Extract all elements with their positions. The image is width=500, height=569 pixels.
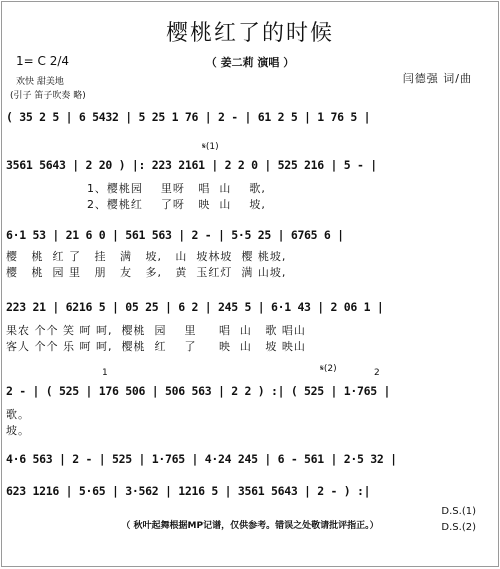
score-row-5: 2 - | ( 525 | 176 506 | 506 563 | 2 2 ) :| ( 525 | 1·765 | [6,384,391,398]
singer-credit: （ 姜二莉 演唱 ） [205,56,295,69]
dal-segno-1: D.S.(1) [441,506,476,517]
score-row-4: 223 21 | 6216 5 | 05 25 | 6 2 | 245 5 | 6·1 43 | 2 06 1 | [6,300,384,314]
tempo-marking: 欢快 甜美地 [16,77,64,87]
segno-1: 𝄋(1) [202,142,219,152]
composer-credit: 闫德强 词/曲 [402,72,472,85]
intro-note: (引子 笛子吹奏 略) [10,91,86,101]
lyric-row-3-verse-1: 樱 桃 红 了 挂 满 坡, 山 坡林坡 樱 桃坡, [6,250,287,263]
volta-2: 2 [374,368,380,378]
lyric-row-5-verse-2: 坡。 [6,424,30,437]
score-row-7: 623 1216 | 5·65 | 3·562 | 1216 5 | 3561 5643 | 2 - ) :| [6,484,371,498]
volta-1: 1 [102,368,108,378]
lyric-row-2-verse-1: 1、樱桃园 里呀 唱 山 歌, [6,182,266,195]
segno-2: 𝄋(2) [320,364,337,374]
score-page [1,1,499,567]
lyric-row-4-verse-1: 果农 个个 笑 呵 呵, 樱桃 园 里 唱 山 歌 唱山 [6,324,306,337]
lyric-row-5-verse-1: 歌。 [6,408,30,421]
lyric-row-3-verse-2: 樱 桃 园 里 朋 友 多, 黄 玉红灯 满 山坡, [6,266,287,279]
score-row-2: 3561 5643 | 2 20 ) |: 223 2161 | 2 2 0 | 525 216 | 5 - | [6,158,377,172]
dal-segno-2: D.S.(2) [441,522,476,533]
key-signature: 1= C 2/4 [16,54,70,68]
song-title: 樱桃红了的时候 [165,21,334,46]
score-row-6: 4·6 563 | 2 - | 525 | 1·765 | 4·24 245 | 6 - 561 | 2·5 32 | [6,452,397,466]
score-row-3: 6·1 53 | 21 6 0 | 561 563 | 2 - | 5·5 25 | 6765 6 | [6,228,344,242]
score-row-1: ( 35 2 5 | 6 5432 | 5 25 1 76 | 2 - | 61 2 5 | 1 76 5 | [6,110,371,124]
lyric-row-4-verse-2: 客人 个个 乐 呵 呵, 樱桃 红 了 映 山 坡 映山 [6,340,306,353]
lyric-row-2-verse-2: 2、樱桃红 了呀 映 山 坡, [6,198,266,211]
transcription-note: （ 秋叶起舞根据MP记谱，仅供参考。错误之处敬请批评指正。） [121,521,379,531]
